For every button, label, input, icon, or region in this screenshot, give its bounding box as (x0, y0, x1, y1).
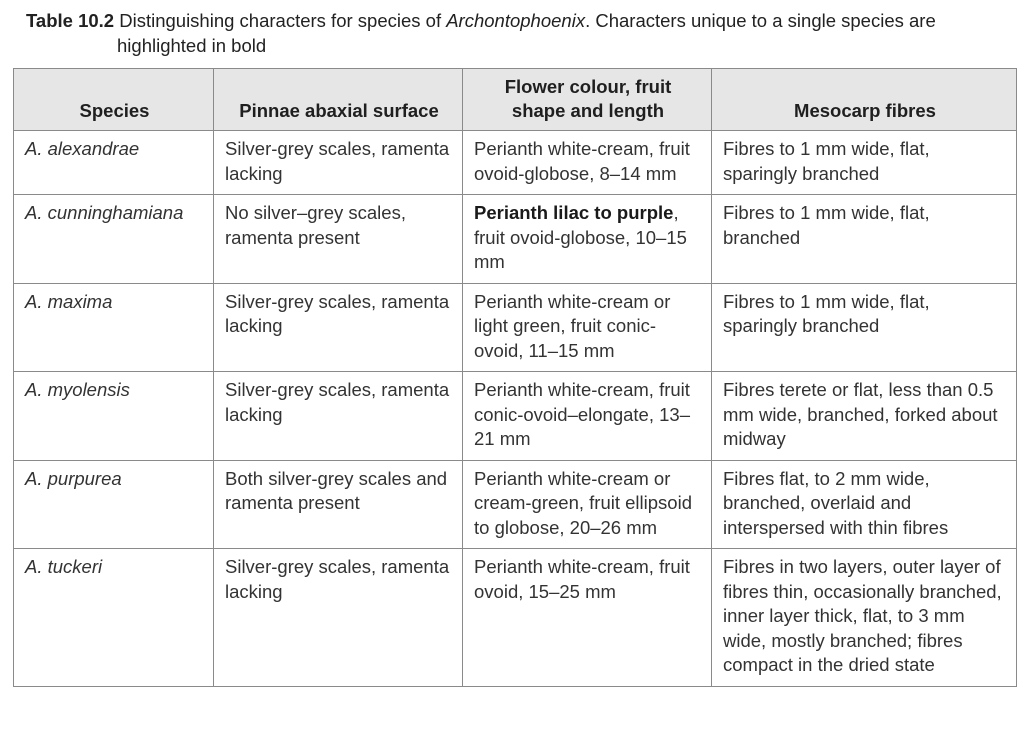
caption-line2: highlighted in bold (117, 35, 267, 56)
cell-pinnae: Silver-grey scales, ramenta lacking (214, 372, 463, 461)
caption-text-after: . Characters unique to a single species are (585, 10, 936, 31)
cell-mesocarp: Fibres to 1 mm wide, flat, sparingly branched (712, 131, 1017, 195)
cell-species: A. tuckeri (14, 549, 214, 687)
cell-pinnae: Silver-grey scales, ramenta lacking (214, 549, 463, 687)
cell-mesocarp: Fibres in two layers, outer layer of fibres thin, occasionally branched, inner layer thick, flat, to 3 mm wide, mostly branched; fibres compact in the dried state (712, 549, 1017, 687)
cell-mesocarp: Fibres to 1 mm wide, flat, branched (712, 195, 1017, 284)
header-flower-line2: shape and length (511, 100, 665, 121)
cell-mesocarp: Fibres terete or flat, less than 0.5 mm wide, branched, forked about midway (712, 372, 1017, 461)
cell-flower (463, 372, 712, 461)
cell-pinnae: No silver–grey scales, ramenta present (214, 195, 463, 284)
species-table (13, 68, 1017, 687)
cell-pinnae: Both silver-grey scales and ramenta present (214, 460, 463, 549)
table-row (14, 372, 1017, 461)
table-header-row (14, 69, 1017, 131)
table-row (14, 195, 1017, 284)
cell-flower-text: Perianth white-cream, fruit ovoid, 15–25 mm (474, 556, 690, 602)
cell-pinnae: Silver-grey scales, ramenta lacking (214, 283, 463, 372)
table-row (14, 283, 1017, 372)
header-pinnae: Pinnae abaxial surface (214, 69, 463, 131)
cell-pinnae: Silver-grey scales, ramenta lacking (214, 131, 463, 195)
cell-flower (463, 549, 712, 687)
cell-species: A. maxima (14, 283, 214, 372)
cell-flower (463, 460, 712, 549)
cell-species: A. cunninghamiana (14, 195, 214, 284)
cell-species: A. myolensis (14, 372, 214, 461)
cell-flower-text: , fruit ovoid-globose, 10–15 mm (474, 202, 687, 272)
cell-flower-text: Perianth white-cream, fruit ovoid-globose, 8–14 mm (474, 138, 690, 184)
cell-flower-text: Perianth white-cream or cream-green, fruit ellipsoid to globose, 20–26 mm (474, 467, 692, 538)
cell-flower (463, 195, 712, 284)
caption-text-before: Distinguishing characters for species of (114, 10, 447, 31)
cell-flower (463, 131, 712, 195)
cell-mesocarp: Fibres to 1 mm wide, flat, sparingly branched (712, 283, 1017, 372)
table-caption (26, 8, 986, 58)
cell-species: A. alexandrae (14, 131, 214, 195)
header-flower (463, 69, 712, 131)
table-row (14, 460, 1017, 549)
cell-species: A. purpurea (14, 460, 214, 549)
table-body (14, 131, 1017, 687)
table-row (14, 549, 1017, 687)
header-species: Species (14, 69, 214, 131)
caption-label: Table 10.2 (26, 10, 115, 31)
table-row (14, 131, 1017, 195)
cell-flower-text: Perianth white-cream or light green, fruit conic-ovoid, 11–15 mm (474, 290, 671, 361)
caption-genus: Archontophoenix (446, 10, 586, 31)
header-mesocarp: Mesocarp fibres (712, 69, 1017, 131)
cell-flower (463, 283, 712, 372)
cell-mesocarp: Fibres flat, to 2 mm wide, branched, overlaid and interspersed with thin fibres (712, 460, 1017, 549)
header-flower-line1: Flower colour, fruit (504, 76, 672, 97)
cell-flower-text: Perianth white-cream, fruit conic-ovoid–elongate, 13–21 mm (474, 379, 690, 449)
cell-flower-bold: Perianth lilac to purple (474, 202, 674, 223)
